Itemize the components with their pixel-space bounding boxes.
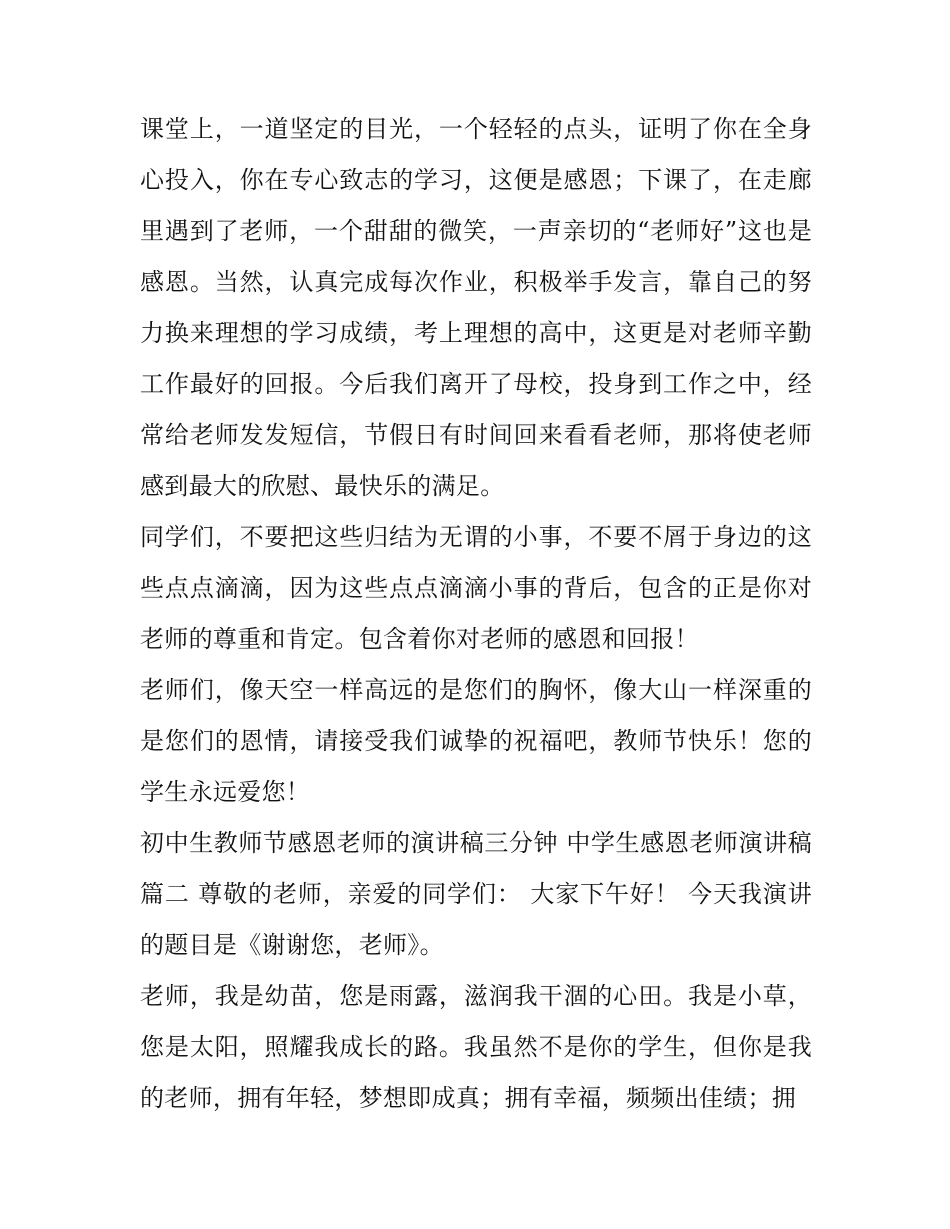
paragraph-teachers-blessing: 老师们，像天空一样高远的是您们的胸怀，像大山一样深重的是您们的恩情，请接受我们诚挚的祝福吧，教师节快乐！您的学生永远爱您！ — [140, 676, 812, 806]
paragraph-speech-title: 初中生教师节感恩老师的演讲稿三分钟 中学生感恩老师演讲稿篇二 尊敬的老师，亲爱的同学们： 大家下午好！ 今天我演讲的题目是《谢谢您，老师》。 — [140, 829, 812, 959]
paragraph-gratitude-actions: 课堂上，一道坚定的目光，一个轻轻的点头，证明了你在全身心投入，你在专心致志的学习，这便是感恩；下课了，在走廊里遇到了老师，一个甜甜的微笑，一声亲切的“老师好”这也是感恩。当然，认真完成每次作业，积极举手发言，靠自己的努力换来理想的学习成绩，考上理想的高中，这更是对老师辛勤工作最好的回报。今后我们离开了母校，投身到工作之中，经常给老师发发短信，节假日有时间回来看看老师，那将使老师感到最大的欣慰、最快乐的满足。 — [140, 115, 812, 500]
document-page — [140, 104, 812, 1124]
paragraph-seedling: 老师，我是幼苗，您是雨露，滋润我干涸的心田。我是小草，您是太阳，照耀我成长的路。我虽然不是你的学生，但你是我的老师，拥有年轻，梦想即成真；拥有幸福，频频出佳绩；拥 — [140, 982, 812, 1112]
paragraph-small-things: 同学们，不要把这些归结为无谓的小事，不要不屑于身边的这些点点滴滴，因为这些点点滴滴小事的背后，包含的正是你对老师的尊重和肯定。包含着你对老师的感恩和回报！ — [140, 523, 812, 653]
